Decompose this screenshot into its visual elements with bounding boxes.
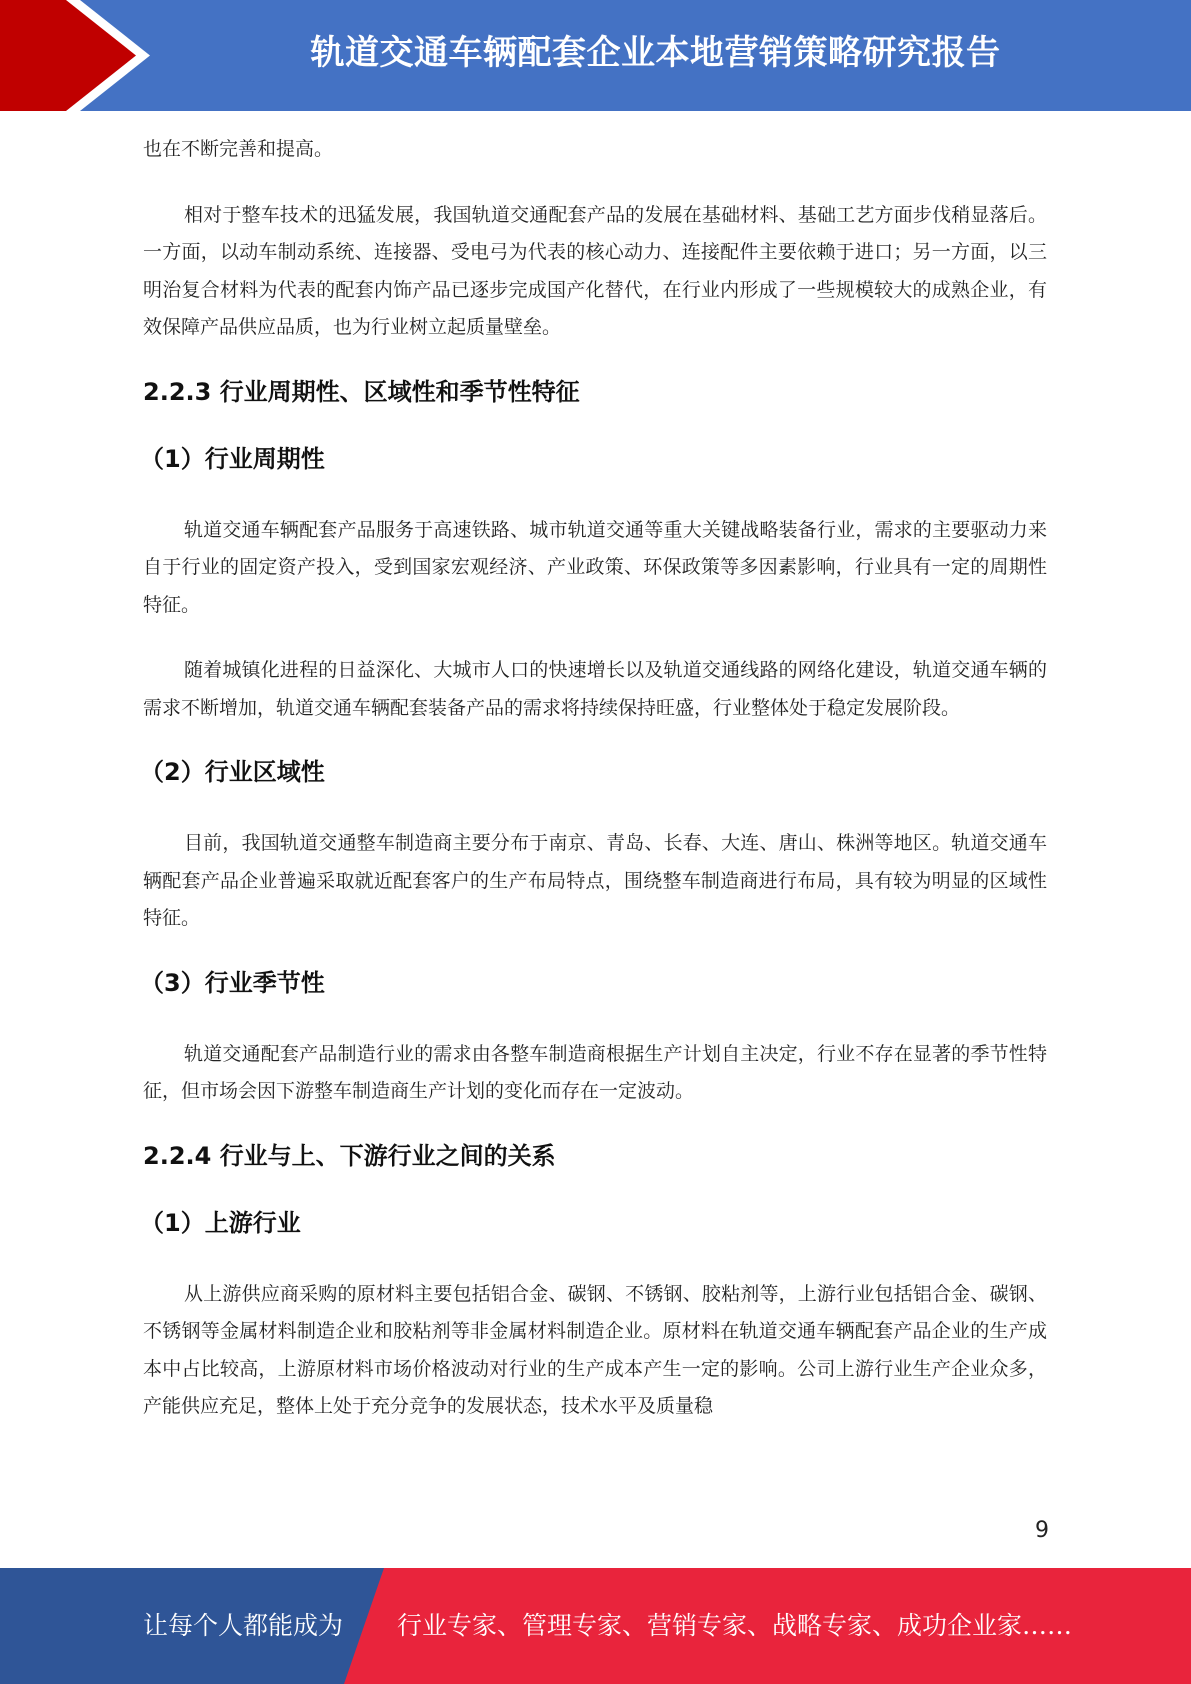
paragraph-cyclicality: 轨道交通车辆配套产品服务于高速铁路、城市轨道交通等重大关键战略装备行业，需求的主要驱动力来自于行业的固定资产投入，受到国家宏观经济、产业政策、环保政策等多因素影响，行业具有一定的周期性特征。 bbox=[143, 518, 1047, 616]
document-title: 轨道交通车辆配套企业本地营销策略研究报告 bbox=[310, 33, 1001, 73]
footer-banner bbox=[0, 1568, 1191, 1684]
paragraph-tech-development: 相对于整车技术的迅猛发展，我国轨道交通配套产品的发展在基础材料、基础工艺方面步伐稍显落后。一方面，以动车制动系统、连接器、受电弓为代表的核心动力、连接配件主要依赖于进口；另一方面，以三明治复合材料为代表的配套内饰产品已逐步完成国产化替代，在行业内形成了一些规模较大的成熟企业，有效保障产品供应品质，也为行业树立起质量壁垒。 bbox=[143, 203, 1047, 338]
paragraph-continuation: 也在不断完善和提高。 bbox=[143, 138, 334, 160]
subheading-cyclicality: （1）行业周期性 bbox=[140, 444, 325, 473]
page-number: 9 bbox=[1035, 1518, 1049, 1543]
subheading-upstream: （1）上游行业 bbox=[140, 1208, 301, 1237]
header-banner bbox=[0, 0, 1191, 111]
paragraph-regionality: 目前，我国轨道交通整车制造商主要分布于南京、青岛、长春、大连、唐山、株洲等地区。轨道交通车辆配套产品企业普遍采取就近配套客户的生产布局特点，围绕整车制造商进行布局，具有较为明显的区域性特征。 bbox=[143, 832, 1047, 929]
section-heading-2-2-3: 2.2.3 行业周期性、区域性和季节性特征 bbox=[143, 377, 580, 406]
subheading-seasonality: （3）行业季节性 bbox=[140, 968, 325, 997]
paragraph-urbanization: 随着城镇化进程的日益深化、大城市人口的快速增长以及轨道交通线路的网络化建设，轨道交通车辆的需求不断增加，轨道交通车辆配套装备产品的需求将持续保持旺盛，行业整体处于稳定发展阶段。 bbox=[143, 659, 1047, 719]
subheading-regionality: （2）行业区域性 bbox=[140, 758, 325, 786]
paragraph-seasonality: 轨道交通配套产品制造行业的需求由各整车制造商根据生产计划自主决定，行业不存在显著的季节性特征，但市场会因下游整车制造商生产计划的变化而存在一定波动。 bbox=[143, 1042, 1047, 1102]
paragraph-upstream: 从上游供应商采购的原材料主要包括铝合金、碳钢、不锈钢、胶粘剂等，上游行业包括铝合金、碳钢、不锈钢等金属材料制造企业和胶粘剂等非金属材料制造企业。原材料在轨道交通车辆配套产品企业的生产成本中占比较高，上游原材料市场价格波动对行业的生产成本产生一定的影响。公司上游行业生产企业众多，产能供应充足，整体上处于充分竞争的发展状态，技术水平及质量稳 bbox=[143, 1282, 1047, 1417]
footer-slogan-right: 行业专家、管理专家、营销专家、战略专家、成功企业家…… bbox=[397, 1611, 1073, 1640]
page-content bbox=[140, 131, 1047, 1454]
footer-slogan-left: 让每个人都能成为 bbox=[143, 1611, 344, 1640]
section-heading-2-2-4: 2.2.4 行业与上、下游行业之间的关系 bbox=[143, 1141, 556, 1170]
